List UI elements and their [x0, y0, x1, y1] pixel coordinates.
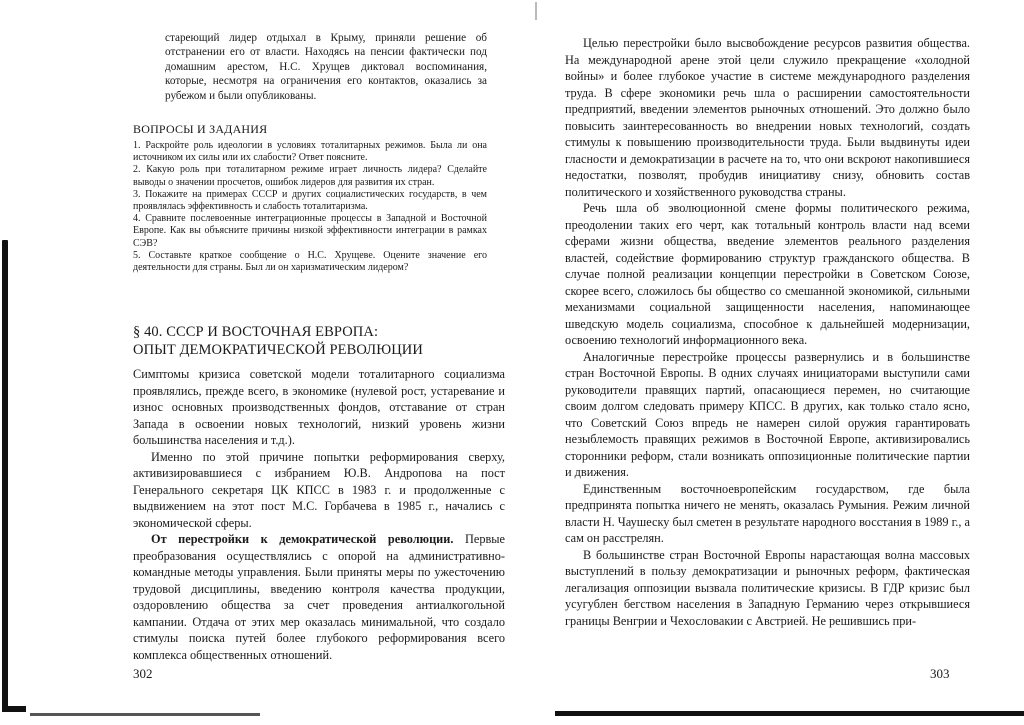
subheading-inline: От перестройки к демократической революции.: [151, 532, 454, 546]
question-item: 5. Составьте краткое сообщение о Н.С. Хрущеве. Оцените значение его деятельности для страны. Был ли он харизматическим лидером?: [133, 249, 487, 274]
body-paragraph: Именно по этой причине попытки реформирования сверху, активизировавшиеся с избранием Ю.В. Андропова на пост Генерального секретаря ЦК КПСС в 1983 г. и продолженные с выдвижением на этот пост М.С. Горбачева в 1985 г., начались с экономической сферы.: [133, 449, 505, 530]
body-paragraph: Симптомы кризиса советской модели тоталитарного социализма проявлялись, прежде всего, в экономике (нулевой рост, устаревание и износ основных производственных фондов, отставание от стран Запада в освоении новых технологий, низкий уровень жизни большинства населения и т.д.).: [133, 367, 505, 447]
page-number: 302: [133, 666, 153, 681]
page-right: [512, 0, 1024, 725]
body-paragraph: Речь шла об эволюционной смене формы политического режима, преодолении таких его черт, как тотальный контроль власти над всеми сферами жизни общества, введение элементов реального разделения властей, содействие формированию структур гражданского общества. В случае полной реализации концепции перестройки в Советском Союзе, скорее всего, сложилось бы общество со смешанной экономикой, сильными механизмами социальной защищенности населения, напоминающее шведскую модель социализма, способное к дальнейшей модернизации, освоению технологий информационного века.: [565, 201, 970, 347]
body-paragraph: Аналогичные перестройке процессы развернулись и в большинстве стран Восточной Европы. В одних случаях инициаторами выступили сами руководители правящих партий, опасающиеся перемен, но считающие своим долгом следовать примеру КПСС. В других, как только стало ясно, что Советский Союз впредь не намерен силой оружия гарантировать незыблемость правящих режимов в Восточной Европе, активизировались сторонники реформ, стали возникать оппозиционные политические партии и движения.: [565, 349, 970, 479]
page-number: 303: [930, 666, 950, 681]
paragraph-text: Первые преобразования осуществлялись с опорой на административно-командные методы управления. Были приняты меры по ужесточению трудовой дисциплины, введению контроля качества продукции, оздоровлению общества за счет проведения антиалкогольной кампании. Отдача от этих мер оказалась минимальной, что создало стимулы поиска путей более глубокого реформирования всего комплекса общественных отношений.: [133, 532, 505, 662]
question-item: 1. Раскройте роль идеологии в условиях тоталитарных режимов. Была ли она источником их силы или их слабости? Ответ поясните.: [133, 140, 487, 164]
left-body-text: [133, 366, 505, 663]
body-paragraph: В большинстве стран Восточной Европы нарастающая волна массовых выступлений в пользу демократизации и рыночных реформ, фактическая легализация оппозиции вызвала политические кризисы. В ГДР кризис был усугублен бегством населения в Западную Германию через открывшиеся границы Венгрии и Чехословакии с Австрией. Не решившись при-: [565, 547, 970, 628]
questions-list: [133, 140, 487, 274]
section-title: [133, 324, 503, 359]
questions-heading: ВОПРОСЫ И ЗАДАНИЯ: [133, 122, 268, 136]
body-paragraph: Единственным восточноевропейским государством, где была предпринята попытка ничего не менять, оказалась Румыния. Режим личной власти Н. Чаушеску был сметен в результате народного восстания в 1989 г., а сам он расстрелян.: [565, 481, 970, 545]
question-item: 4. Сравните послевоенные интеграционные процессы в Западной и Восточной Европе. Как вы объясните причины низкой эффективности интеграции в рамках СЭВ?: [133, 213, 487, 249]
intro-paragraph: стареющий лидер отдыхал в Крыму, приняли решение об отстранении его от власти. Находясь на пенсии фактически под домашним арестом, Н.С. Хрущев диктовал воспоминания, которые, несмотря на ограничения его контактов, оказались за рубежом и были опубликованы.: [165, 32, 487, 102]
right-body-text: [565, 35, 970, 629]
question-item: 2. Какую роль при тоталитарном режиме играет личность лидера? Сделайте выводы о значении просчетов, ошибок лидеров для развития их стран.: [133, 164, 487, 188]
section-title-line-1: § 40. СССР И ВОСТОЧНАЯ ЕВРОПА:: [133, 324, 379, 340]
body-paragraph: Целью перестройки было высвобождение ресурсов развития общества. На международной арене этой цели служило прекращение «холодной войны» и более глубокое участие в системе международного разделения труда. В сфере экономики речь шла о расширении самостоятельности предприятий, введении элементов рыночных отношений. Это должно было повысить заинтересованность во внедрении новых технологий, создать стимулы к повышению производительности труда. Были выдвинуты идеи гласности и демократизации в расчете на то, что они вскроют накопившиеся недостатки, позволят, пробудив инициативу снизу, обновить состав политического и хозяйственного руководства страны.: [565, 36, 970, 199]
question-item: 3. Покажите на примерах СССР и других социалистических государств, в чем проявлялась эффективность и слабость тоталитаризма.: [133, 188, 487, 213]
section-title-line-2: ОПЫТ ДЕМОКРАТИЧЕСКОЙ РЕВОЛЮЦИИ: [133, 341, 423, 358]
body-paragraph: [133, 531, 505, 663]
